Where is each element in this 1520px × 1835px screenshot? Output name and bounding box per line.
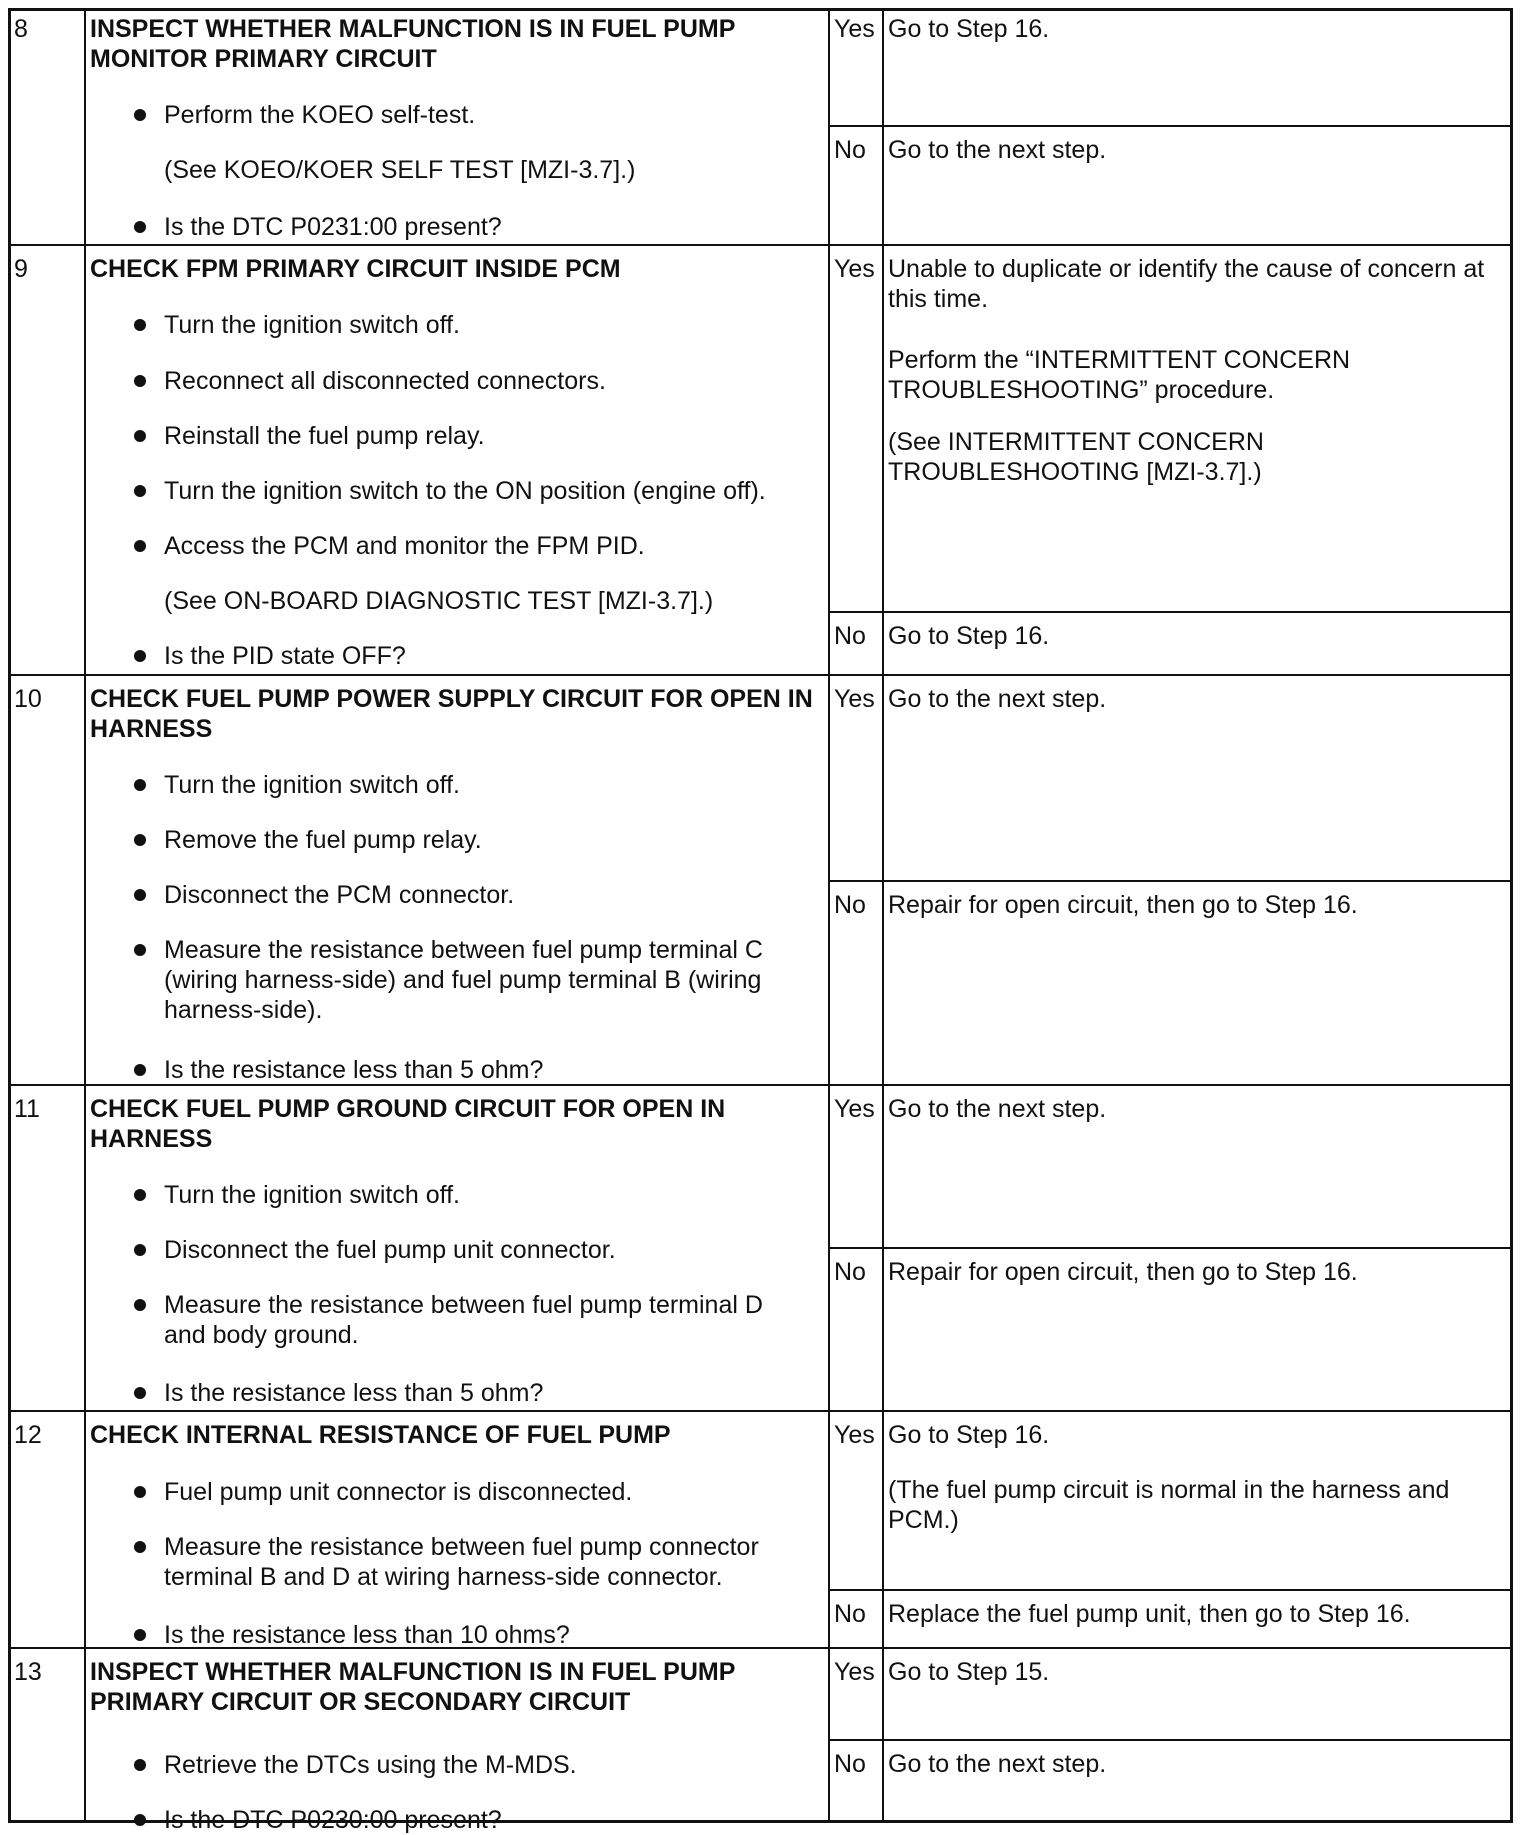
bullet-icon [134,1814,146,1826]
yes-action-detail: (The fuel pump circuit is normal in the harness and PCM.) [888,1476,1450,1534]
check-item: Remove the fuel pump relay. [164,826,482,854]
no-label: No [834,1258,866,1286]
bullet-icon [134,944,146,956]
yes-action: Unable to duplicate or identify the cause of concern at this time. [888,255,1485,313]
step-title: INSPECT WHETHER MALFUNCTION IS IN FUEL PUMP MONITOR PRIMARY CIRCUIT [90,15,736,73]
step-number: 8 [14,15,28,43]
yes-action: Go to Step 15. [888,1658,1050,1686]
no-label: No [834,891,866,919]
bullet-icon [134,650,146,662]
step-title: CHECK FUEL PUMP POWER SUPPLY CIRCUIT FOR OPEN IN HARNESS [90,685,813,743]
table-right-border [1510,8,1513,1822]
bullet-icon [134,375,146,387]
bullet-icon [134,1629,146,1641]
yes-no-divider [828,611,1512,613]
bullet-icon [134,1189,146,1201]
column-divider-step [84,8,86,1820]
row-divider [8,1410,1513,1412]
check-item: Measure the resistance between fuel pump terminal C (wiring harness-side) and fuel pump terminal B (wiring harness-side). [164,936,763,1024]
check-item: Disconnect the PCM connector. [164,881,515,909]
check-item: Turn the ignition switch off. [164,771,460,799]
bullet-icon [134,1244,146,1256]
yes-label: Yes [834,685,875,713]
row-divider [8,244,1513,246]
step-title: CHECK FPM PRIMARY CIRCUIT INSIDE PCM [90,255,621,283]
no-label: No [834,1750,866,1778]
bullet-icon [134,1486,146,1498]
bullet-icon [134,834,146,846]
check-item: Disconnect the fuel pump unit connector. [164,1236,616,1264]
bullet-icon [134,1299,146,1311]
reference-note: (See ON-BOARD DIAGNOSTIC TEST [MZI-3.7].) [164,587,714,615]
bullet-icon [134,540,146,552]
yes-label: Yes [834,1658,875,1686]
check-item: Access the PCM and monitor the FPM PID. [164,532,645,560]
column-divider-check [828,8,830,1820]
bullet-icon [134,1064,146,1076]
yes-label: Yes [834,1421,875,1449]
yes-action: Go to Step 16. [888,1421,1050,1449]
no-action: Replace the fuel pump unit, then go to Step 16. [888,1600,1411,1628]
no-label: No [834,1600,866,1628]
yes-action: Go to the next step. [888,1095,1107,1123]
step-title: INSPECT WHETHER MALFUNCTION IS IN FUEL PUMP PRIMARY CIRCUIT OR SECONDARY CIRCUIT [90,1658,736,1716]
no-action: Go to Step 16. [888,622,1050,650]
step-number: 11 [14,1095,40,1123]
yes-no-divider [828,880,1512,882]
bullet-icon [134,319,146,331]
bullet-icon [134,109,146,121]
bullet-icon [134,779,146,791]
no-action: Go to the next step. [888,1750,1107,1778]
check-item: Is the DTC P0231:00 present? [164,213,502,241]
no-action: Repair for open circuit, then go to Step 16. [888,891,1358,919]
check-item: Perform the KOEO self-test. [164,101,476,129]
bullet-icon [134,221,146,233]
yes-no-divider [828,1739,1512,1741]
bullet-icon [134,1759,146,1771]
check-item: Turn the ignition switch to the ON position (engine off). [164,477,766,505]
yes-action: Go to the next step. [888,685,1107,713]
yes-label: Yes [834,1095,875,1123]
check-item: Is the resistance less than 5 ohm? [164,1379,544,1407]
yes-label: Yes [834,15,875,43]
check-item: Reinstall the fuel pump relay. [164,422,485,450]
check-item: Reconnect all disconnected connectors. [164,367,606,395]
check-item: Is the DTC P0230:00 present? [164,1806,502,1834]
check-item: Measure the resistance between fuel pump terminal D and body ground. [164,1291,763,1349]
yes-no-divider [828,125,1512,127]
yes-label: Yes [834,255,875,283]
step-title: CHECK FUEL PUMP GROUND CIRCUIT FOR OPEN IN HARNESS [90,1095,726,1153]
yes-action-detail: (See INTERMITTENT CONCERN TROUBLESHOOTING [MZI-3.7].) [888,428,1264,486]
check-item: Turn the ignition switch off. [164,311,460,339]
check-item: Is the resistance less than 10 ohms? [164,1621,570,1649]
step-number: 13 [14,1658,42,1686]
check-item: Is the resistance less than 5 ohm? [164,1056,544,1084]
step-number: 9 [14,255,28,283]
bullet-icon [134,1541,146,1553]
step-number: 10 [14,685,42,713]
bullet-icon [134,430,146,442]
check-item: Fuel pump unit connector is disconnected. [164,1478,633,1506]
check-item: Is the PID state OFF? [164,642,406,670]
row-divider [8,8,1513,11]
no-action: Go to the next step. [888,136,1107,164]
no-label: No [834,622,866,650]
yes-no-divider [828,1589,1512,1591]
bullet-icon [134,889,146,901]
no-label: No [834,136,866,164]
yes-action: Go to Step 16. [888,15,1050,43]
reference-note: (See KOEO/KOER SELF TEST [MZI-3.7].) [164,156,636,184]
step-number: 12 [14,1421,42,1449]
check-item: Measure the resistance between fuel pump connector terminal B and D at wiring harness-side connector. [164,1533,759,1591]
check-item: Turn the ignition switch off. [164,1181,460,1209]
check-item: Retrieve the DTCs using the M-MDS. [164,1751,577,1779]
table-left-border [8,8,11,1822]
row-divider [8,674,1513,676]
no-action: Repair for open circuit, then go to Step 16. [888,1258,1358,1286]
yes-action-detail: Perform the “INTERMITTENT CONCERN TROUBLESHOOTING” procedure. [888,346,1351,404]
yes-no-divider [828,1247,1512,1249]
step-title: CHECK INTERNAL RESISTANCE OF FUEL PUMP [90,1421,671,1449]
bullet-icon [134,485,146,497]
bullet-icon [134,1387,146,1399]
